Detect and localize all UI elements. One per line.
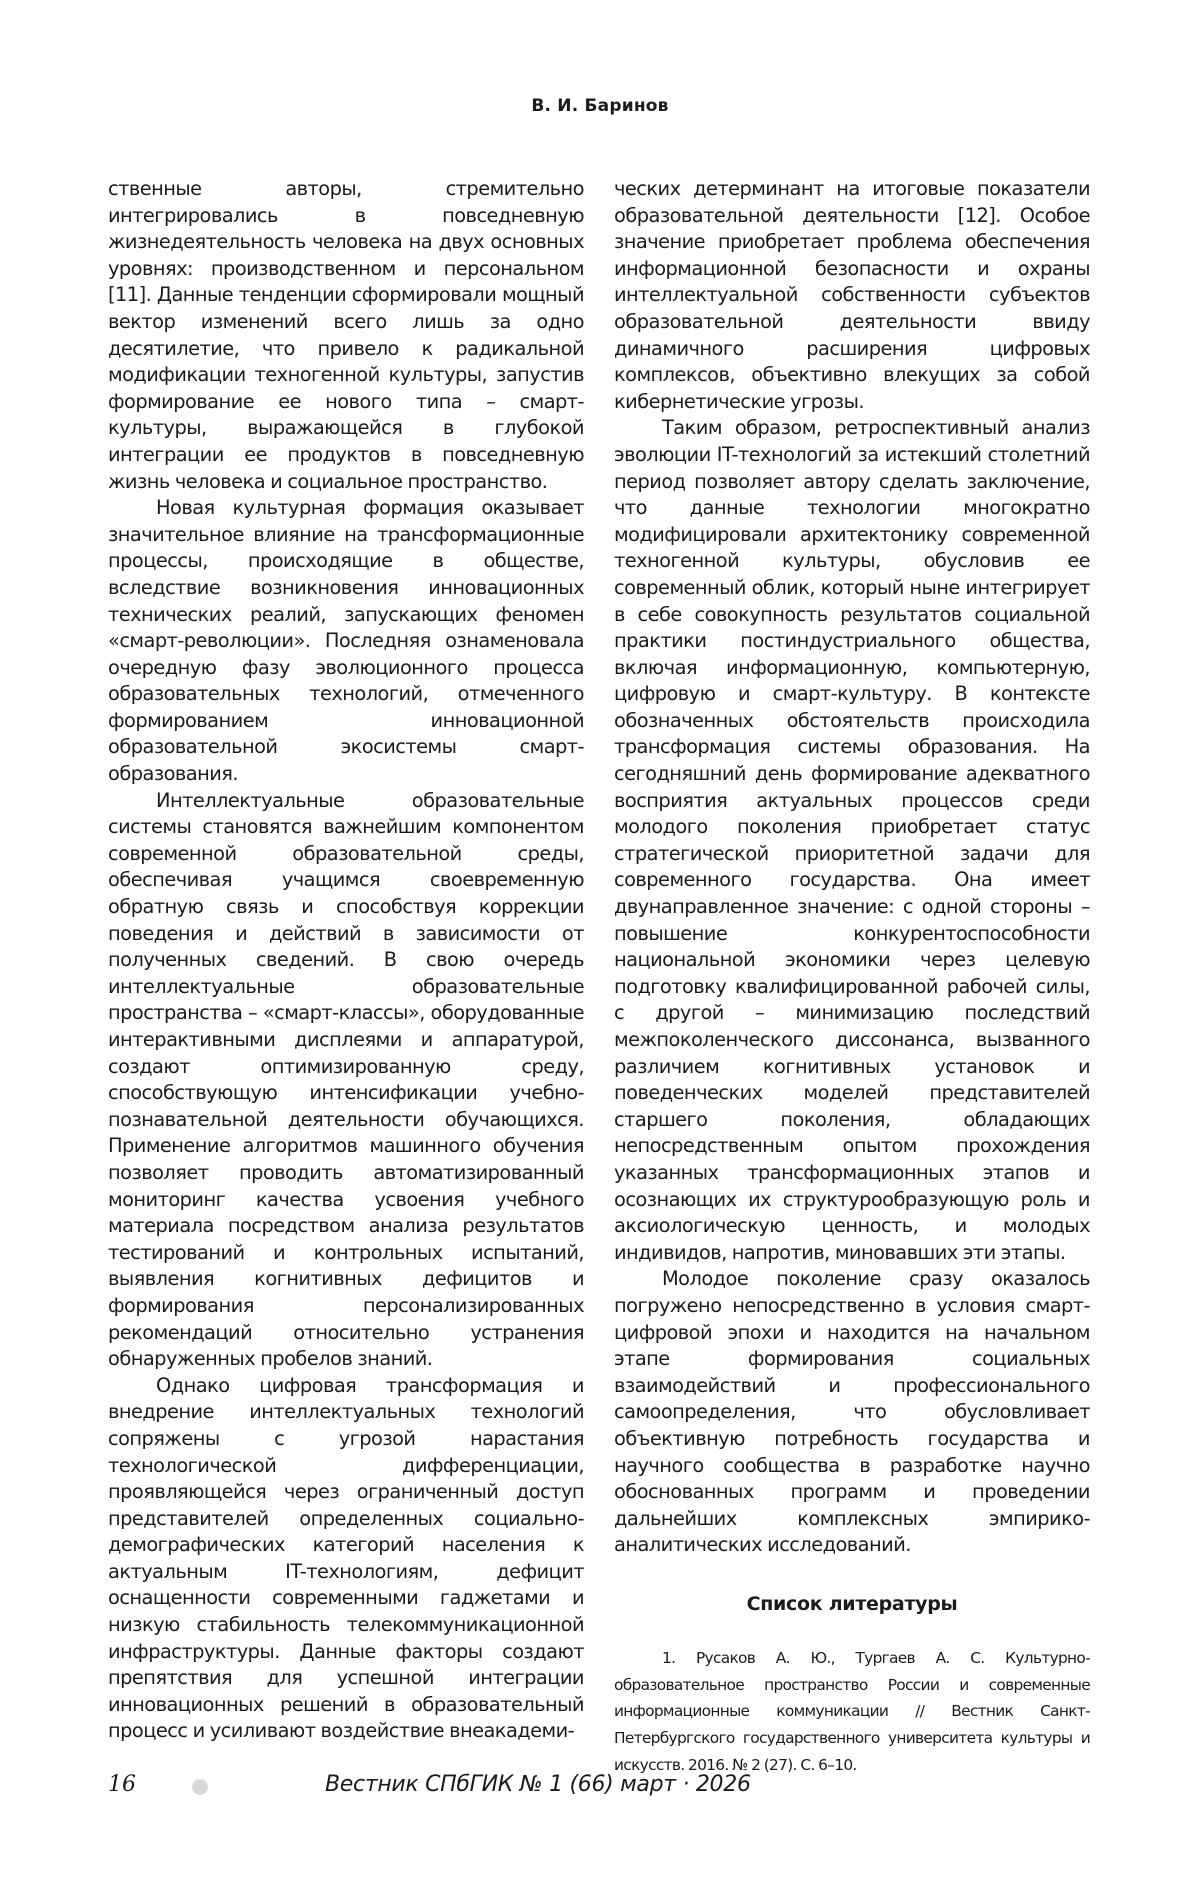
right-column [614, 176, 1090, 1779]
page-footer [0, 1772, 1200, 1812]
paragraph: Интеллектуальные образовательные системы становятся важнейшим компонентом современной образовательной среды, обеспечивая учащимся своевременную обратную связь и способствуя коррекции поведения и действий в зависимости от полученных сведений. В свою очередь интеллектуальные образовательные пространства – «смарт-классы», оборудованные интерактивными дисплеями и аппаратурой, создают оптимизированную среду, способствующую интенсификации учебно-познавательной деятельности обучающихся. Применение алгоритмов машинного обучения позволяет проводить автоматизированный мониторинг качества усвоения учебного материала посредством анализа результатов тестирований и контрольных испытаний, выявления когнитивных дефицитов и формирования персонализированных рекомендаций относительно устранения обнаруженных пробелов знаний. [108, 788, 584, 1371]
reference-item: 1. Русаков А. Ю., Тургаев А. С. Культурно-образовательное пространство России и современные информационные коммуникации // Вестник Санкт-Петербургского государственного университета культуры и искусств. 2016. № 2 (27). С. 6–10. [614, 1648, 1090, 1775]
paragraph: Таким образом, ретроспективный анализ эволюции IT-технологий за истекший столетний период позволяет автору сделать заключение, что данные технологии многократно модифицировали архитектонику современной техногенной культуры, обусловив ее современный облик, который ныне интегрирует в себе совокупность результатов социальной практики постиндустриального общества, включая информационную, компьютерную, цифровую и смарт-культуру. В контексте обозначенных обстоятельств происходила трансформация системы образования. На сегодняшний день формирование адекватного восприятия актуальных процессов среди молодого поколения приобретает статус стратегической приоритетной задачи для современного государства. Она имеет двунаправленное значение: с одной стороны – повышение конкурентоспособности национальной экономики через целевую подготовку квалифицированной рабочей силы, с другой – минимизацию последствий межпоколенческого диссонанса, вызванного различием когнитивных установок и поведенческих моделей представителей старшего поколения, обладающих непосредственным опытом прохождения указанных трансформационных этапов и осознающих их структурообразующую роль и аксиологическую ценность, и молодых индивидов, напротив, миновавших эти этапы. [614, 416, 1090, 1264]
paragraph: Новая культурная формация оказывает значительное влияние на трансформационные процессы, происходящие в обществе, вследствие возникновения инновационных технических реалий, запускающих феномен «смарт-революции». Последняя ознаменовала очередную фазу эволюционного процесса образовательных технологий, отмеченного формированием инновационной образовательной экосистемы смарт-образования. [108, 496, 584, 786]
paragraph: Молодое поколение сразу оказалось погружено непосредственно в условия смарт-цифровой эпохи и находится на начальном этапе формирования социальных взаимодействий и профессионального самоопределения, что обусловливает объективную потребность государства и научного сообщества в разработке научно обоснованных программ и проведении дальнейших комплексных эмпирико-аналитических исследований. [614, 1267, 1090, 1557]
paragraph: ственные авторы, стремительно интегрировались в повседневную жизнедеятельность человека на двух основных уровнях: производственном и персональном [11]. Данные тенденции сформировали мощный вектор изменений всего лишь за одно десятилетие, что привело к радикальной модификации техногенной культуры, запустив формирование ее нового типа – смарт-культуры, выражающейся в глубокой интеграции ее продуктов в повседневную жизнь человека и социальное пространство. [108, 177, 584, 493]
page-number: 16 [108, 1772, 136, 1797]
footer-dot-icon [192, 1779, 208, 1795]
left-column [108, 176, 584, 1745]
paragraph: Однако цифровая трансформация и внедрение интеллектуальных технологий сопряжены с угрозой нарастания технологической дифференциации, проявляющейся через ограниченный доступ представителей определенных социально-демографических категорий населения к актуальным IT-технологиям, дефицит оснащенности современными гаджетами и низкую стабильность телекоммуникационной инфраструктуры. Данные факторы создают препятствия для успешной интеграции инновационных решений в образовательный процесс и усиливают воздействие внеакадеми- [108, 1373, 584, 1743]
running-head-author: В. И. Баринов [531, 96, 669, 116]
paragraph: ческих детерминант на итоговые показатели образовательной деятельности [12]. Особое значение приобретает проблема обеспечения информационной безопасности и охраны интеллектуальной собственности субъектов образовательной деятельности ввиду динамичного расширения цифровых комплексов, объективно влекущих за собой кибернетические угрозы. [614, 177, 1090, 413]
references-heading: Список литературы [746, 1592, 958, 1615]
journal-title: Вестник СПбГИК № 1 (66) март · 2026 [325, 1772, 751, 1797]
